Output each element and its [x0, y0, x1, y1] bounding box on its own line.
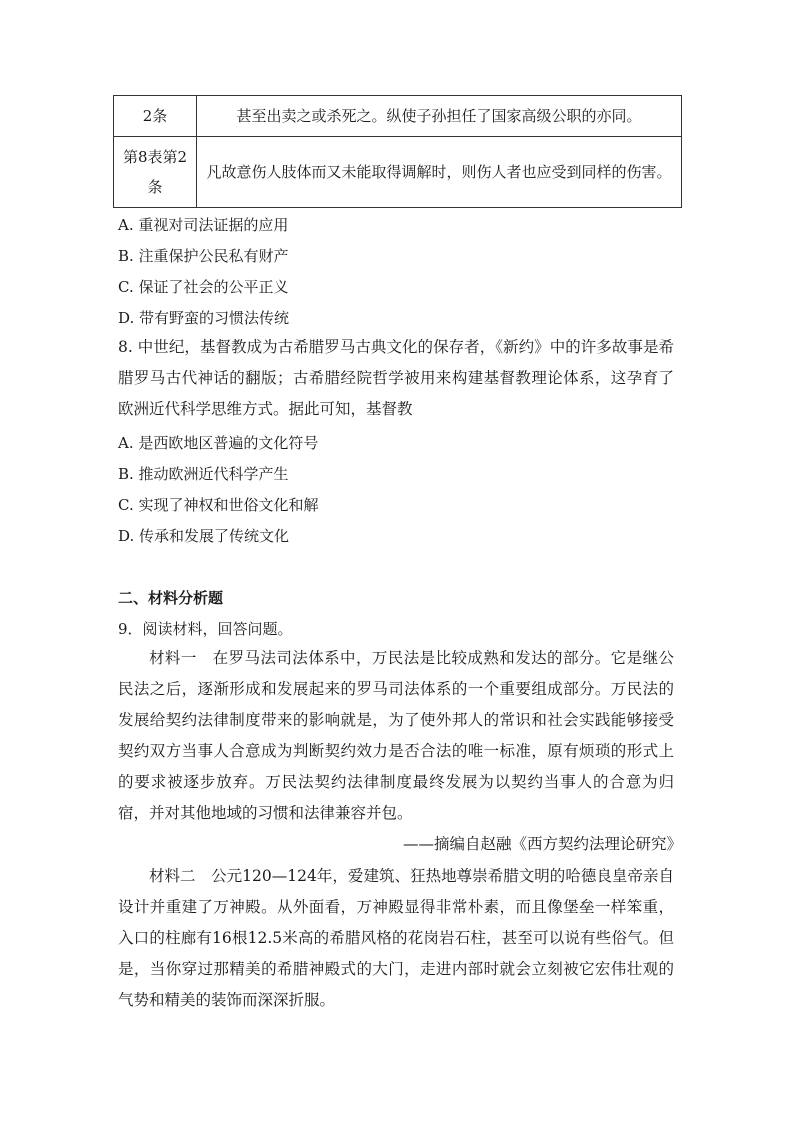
- article-cell: 第8表第2条: [114, 137, 197, 208]
- q8-option-a[interactable]: A. 是西欧地区普遍的文化符号: [118, 434, 319, 452]
- content-cell: 凡故意伤人肢体而又未能取得调解时，则伤人者也应受到同样的伤害。: [197, 137, 682, 208]
- q9-stem: 9．阅读材料，回答问题。: [118, 620, 293, 638]
- material-one: 材料一 在罗马法司法体系中，万民法是比较成熟和发达的部分。它是继公民法之后，逐渐形成和发展起来的罗马司法体系的一个重要组成部分。万民法的发展给契约法律制度带来的影响就是，为了使外邦人的常识和社会实践能够接受契约双方当事人合意成为判断契约效力是否合法的唯一标准，原有烦琐的形式上的要求被逐步放弃。万民法契约法律制度最终发展为以契约当事人的合意为归宿，并对其他地域的习惯和法律兼容并包。: [118, 649, 674, 822]
- section-heading: 二、材料分析题: [118, 589, 224, 607]
- q7-option-b[interactable]: B. 注重保护公民私有财产: [118, 247, 289, 265]
- article-cell: 2条: [114, 96, 197, 137]
- table-row: [114, 137, 682, 208]
- law-table: [113, 95, 682, 208]
- q7-option-d[interactable]: D. 带有野蛮的习惯法传统: [118, 309, 290, 327]
- q8-option-c[interactable]: C. 实现了神权和世俗文化和解: [118, 496, 319, 514]
- q8-option-b[interactable]: B. 推动欧洲近代科学产生: [118, 465, 289, 483]
- q7-option-c[interactable]: C. 保证了社会的公平正义: [118, 278, 289, 296]
- material-two: 材料二 公元120—124年，爱建筑、狂热地尊崇希腊文明的哈德良皇帝亲自设计并重建了万神殿。从外面看，万神殿显得非常朴素，而且像堡垒一样笨重，入口的柱廊有16根12.5米高的希腊风格的花岗岩石柱，甚至可以说有些俗气。但是，当你穿过那精美的希腊神殿式的大门，走进内部时就会立刻被它宏伟壮观的气势和精美的装饰而深深折服。: [118, 867, 674, 1009]
- q8-stem: 8. 中世纪，基督教成为古希腊罗马古典文化的保存者，《新约》中的许多故事是希腊罗马古代神话的翻版；古希腊经院哲学被用来构建基督教理论体系，这孕育了欧洲近代科学思维方式。据此可知，基督教: [118, 338, 674, 418]
- table-row: [114, 96, 682, 137]
- q7-option-a[interactable]: A. 重视对司法证据的应用: [118, 216, 289, 234]
- material-one-source: ——摘编自赵融《西方契约法理论研究》: [402, 835, 682, 853]
- content-cell: 甚至出卖之或杀死之。纵使子孙担任了国家高级公职的亦同。: [197, 96, 682, 137]
- q8-option-d[interactable]: D. 传承和发展了传统文化: [118, 527, 290, 545]
